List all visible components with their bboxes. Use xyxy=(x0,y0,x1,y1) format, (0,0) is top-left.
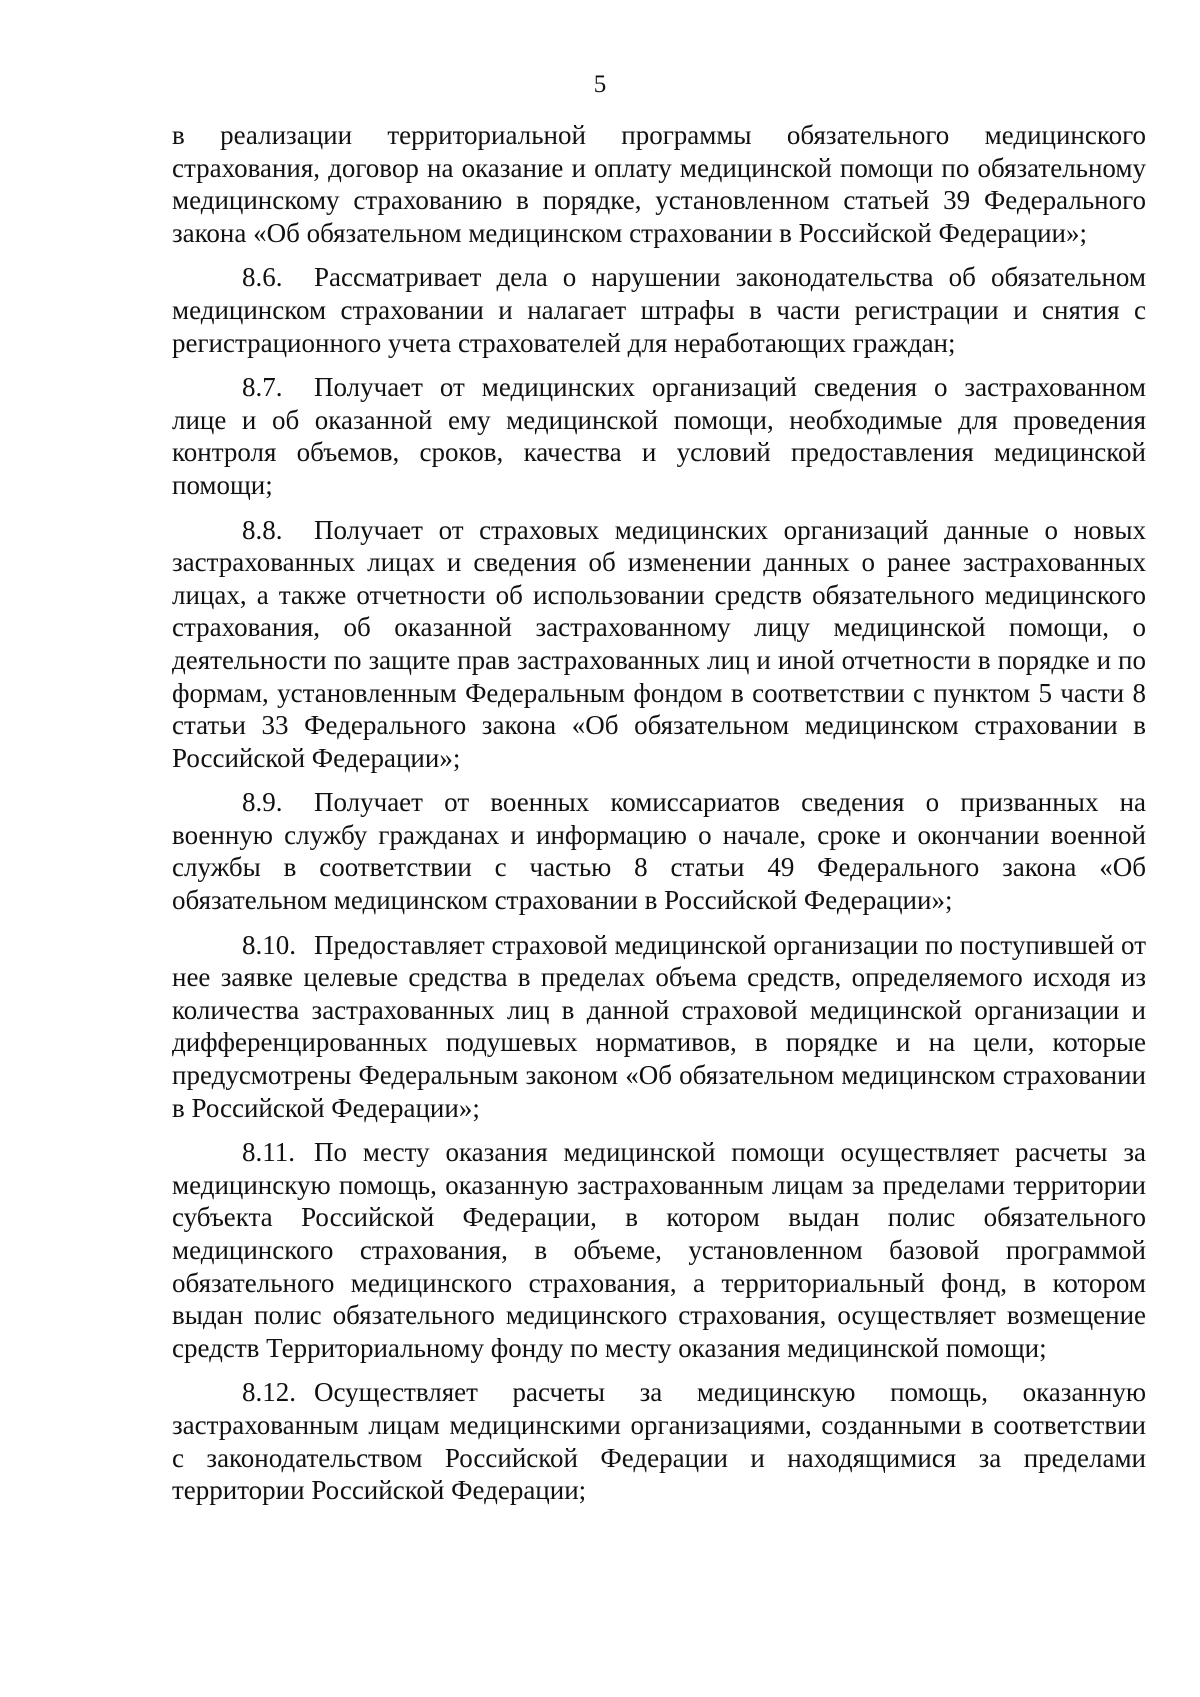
item-text: Получает от страховых медицинских организаций данные о новых застрахованных лицах и сведения об изменении данных о ранее застрахованных лицах, а также отчетности об использовании средств обязательного медицинского страхования, об оказанной застрахованному лицу медицинской помощи, о деятельности по защите прав застрахованных лиц и иной отчетности в порядке и по формам, установленным Федеральным фондом в соответствии с пунктом 5 части 8 статьи 33 Федерального закона «Об обязательном медицинском страховании в Российской Федерации»; xyxy=(172,514,1146,773)
item-text: По месту оказания медицинской помощи осуществляет расчеты за медицинскую помощь, оказанную застрахованным лицам за пределами территории субъекта Российской Федерации, в котором выдан полис обязательного медицинского страхования, в объеме, установленном базовой программой обязательного медицинского страхования, а территориальный фонд, в котором выдан полис обязательного медицинского страхования, осуществляет возмещение средств Территориальному фонду по месту оказания медицинской помощи; xyxy=(172,1137,1146,1363)
item-number: 8.9. xyxy=(242,787,283,818)
paragraph-8-9 xyxy=(172,786,1146,916)
document-body xyxy=(172,119,1146,1519)
item-number: 8.10. xyxy=(242,929,296,960)
paragraph-8-11 xyxy=(172,1136,1146,1364)
item-text: Получает от военных комиссариатов сведения о призванных на военную службу гражданах и информацию о начале, сроке и окончании военной службы в соответствии с частью 8 статьи 49 Федерального закона «Об обязательном медицинском страховании в Российской Федерации»; xyxy=(172,787,1146,916)
item-number: 8.11. xyxy=(242,1137,295,1168)
page-number: 5 xyxy=(593,71,607,98)
paragraph-8-10 xyxy=(172,929,1146,1125)
item-number: 8.8. xyxy=(242,514,283,545)
item-number: 8.7. xyxy=(242,372,283,403)
intro-paragraph: в реализации территориальной программы обязательного медицинского страхования, договор на оказание и оплату медицинской помощи по обязательному медицинскому страхованию в порядке, установленном статьей 39 Федерального закона «Об обязательном медицинском страховании в Российской Федерации»; xyxy=(172,120,1146,248)
item-text: Получает от медицинских организаций сведения о застрахованном лице и об оказанной ему медицинской помощи, необходимые для проведения контроля объемов, сроков, качества и условий предоставления медицинской помощи; xyxy=(172,372,1146,500)
paragraph-8-8 xyxy=(172,514,1146,775)
item-number: 8.12. xyxy=(242,1377,296,1408)
paragraph-8-6 xyxy=(172,261,1146,359)
item-text: Рассматривает дела о нарушении законодательства об обязательном медицинском страховании и налагает штрафы в части регистрации и снятия с регистрационного учета страхователей для неработающих граждан; xyxy=(172,262,1146,358)
item-number: 8.6. xyxy=(242,262,283,293)
item-text: Осуществляет расчеты за медицинскую помощь, оказанную застрахованным лицам медицинскими организациями, созданными в соответствии с законодательством Российской Федерации и находящимися за пределами территории Российской Федерации; xyxy=(172,1377,1146,1506)
item-text: Предоставляет страховой медицинской организации по поступившей от нее заявке целевые средства в пределах объема средств, определяемого исходя из количества застрахованных лиц в данной страховой медицинской организации и дифференцированных подушевых нормативов, в порядке и на цели, которые предусмотрены Федеральным законом «Об обязательном медицинском страховании в Российской Федерации»; xyxy=(172,929,1146,1123)
paragraph-8-12 xyxy=(172,1376,1146,1506)
paragraph-8-7 xyxy=(172,371,1146,501)
